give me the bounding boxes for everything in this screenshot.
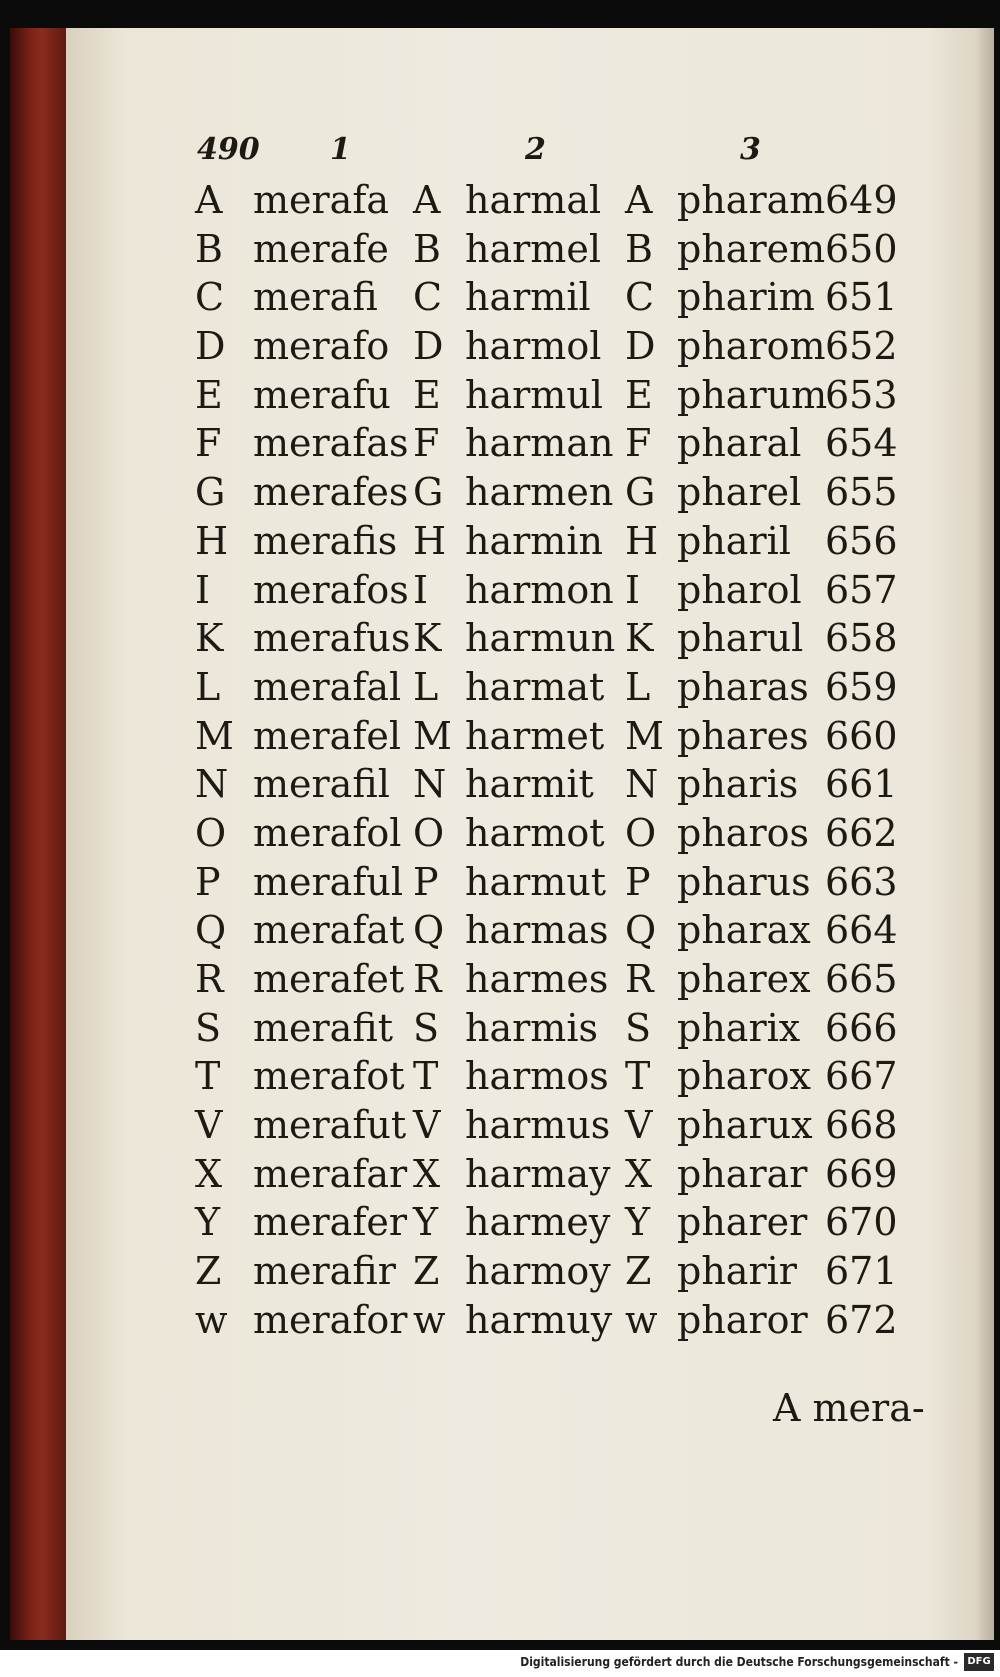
word-col-3: pharir: [677, 1249, 797, 1294]
word-col-2: harmut: [465, 859, 607, 904]
letter-col-3: Y: [625, 1200, 651, 1245]
table-row: [195, 906, 965, 955]
word-col-2: harmuy: [465, 1297, 613, 1342]
letter-col-1: M: [195, 713, 234, 758]
letter-col-2: B: [413, 226, 441, 271]
letter-col-2: M: [413, 713, 452, 758]
number-col: 667: [825, 1054, 898, 1099]
letter-col-1: Z: [195, 1249, 222, 1294]
number-col: 656: [825, 518, 898, 563]
word-col-3: pharel: [677, 470, 802, 515]
word-col-1: merafes: [253, 470, 409, 515]
letter-col-3: S: [625, 1005, 652, 1050]
table-row: [195, 955, 965, 1004]
letter-col-1: G: [195, 470, 226, 515]
word-col-1: merafet: [253, 957, 405, 1001]
number-col: 649: [825, 178, 898, 222]
letter-col-1: B: [195, 226, 223, 271]
word-col-1: merafi: [253, 275, 378, 320]
word-col-2: harmot: [465, 810, 605, 855]
letter-col-3: L: [625, 664, 651, 709]
letter-col-1: H: [195, 518, 229, 563]
table-row: [195, 809, 965, 858]
word-col-2: harmat: [465, 664, 605, 709]
letter-col-3: M: [625, 713, 664, 758]
letter-col-3: B: [625, 226, 653, 271]
word-col-1: merafar: [253, 1151, 408, 1196]
word-col-2: harmos: [465, 1054, 609, 1099]
number-col: 668: [825, 1103, 898, 1148]
word-col-1: merafos: [253, 567, 409, 612]
word-col-3: pharem: [677, 226, 826, 271]
letter-col-1: D: [195, 324, 226, 369]
word-col-1: merafut: [253, 1103, 407, 1148]
page-number: 490: [197, 132, 260, 167]
header-row: [195, 132, 965, 176]
word-col-1: merafil: [253, 762, 390, 807]
letter-col-3: R: [625, 957, 654, 1001]
letter-col-2: R: [413, 957, 442, 1001]
word-col-3: pharus: [677, 859, 811, 904]
word-col-2: harmol: [465, 324, 602, 369]
number-col: 665: [825, 957, 898, 1001]
number-col: 663: [825, 859, 898, 904]
word-col-2: harmal: [465, 178, 602, 222]
word-col-2: harmis: [465, 1005, 598, 1050]
letter-col-1: A: [195, 178, 223, 222]
column-header-3: 3: [740, 132, 761, 167]
footer-credit: Digitalisierung gefördert durch die Deutsche Forschungsgemeinschaft -: [520, 1655, 958, 1669]
letter-col-3: P: [625, 859, 651, 904]
letter-col-2: G: [413, 470, 444, 515]
word-col-2: harmen: [465, 470, 614, 515]
table-row: [195, 322, 965, 371]
letter-col-3: X: [625, 1151, 653, 1196]
letter-col-2: K: [413, 616, 442, 661]
word-col-3: pharol: [677, 567, 802, 612]
letter-col-3: A: [625, 178, 653, 222]
word-col-2: harmon: [465, 567, 614, 612]
word-col-3: pharex: [677, 957, 811, 1001]
word-col-3: pharis: [677, 762, 799, 807]
word-col-1: meraful: [253, 859, 404, 904]
number-col: 651: [825, 275, 898, 320]
word-col-2: harmel: [465, 226, 601, 271]
letter-col-2: C: [413, 275, 443, 320]
letter-col-1: O: [195, 810, 227, 855]
letter-col-1: Q: [195, 908, 227, 953]
number-col: 654: [825, 421, 898, 466]
table-row: [195, 1296, 965, 1345]
letter-col-3: E: [625, 372, 653, 417]
letter-col-3: K: [625, 616, 654, 661]
word-col-1: merafit: [253, 1005, 393, 1050]
number-col: 650: [825, 226, 898, 271]
word-col-1: merafol: [253, 810, 402, 855]
letter-col-1: N: [195, 762, 229, 807]
word-col-1: merafir: [253, 1249, 396, 1294]
number-col: 672: [825, 1297, 898, 1342]
book-spine: [10, 28, 68, 1640]
number-col: 653: [825, 372, 898, 417]
letter-col-3: H: [625, 518, 659, 563]
word-col-3: pharil: [677, 518, 791, 563]
letter-col-1: S: [195, 1005, 222, 1050]
word-col-3: pharul: [677, 616, 804, 661]
word-col-3: pharim: [677, 275, 815, 320]
word-col-3: pharix: [677, 1005, 801, 1050]
letter-col-1: P: [195, 859, 221, 904]
table-row: [195, 1150, 965, 1199]
letter-col-3: I: [625, 567, 641, 612]
word-col-2: harmay: [465, 1151, 611, 1196]
table-row: [195, 273, 965, 322]
word-col-3: pharal: [677, 421, 802, 466]
number-col: 671: [825, 1249, 898, 1294]
table-row: [195, 1247, 965, 1296]
word-col-2: harmey: [465, 1200, 611, 1245]
number-col: 661: [825, 762, 898, 807]
table-row: [195, 712, 965, 761]
number-col: 659: [825, 664, 898, 709]
number-col: 662: [825, 810, 898, 855]
letter-col-2: Z: [413, 1249, 440, 1294]
word-col-1: merafor: [253, 1297, 408, 1342]
table-row: [195, 468, 965, 517]
word-col-3: pharum: [677, 372, 828, 417]
word-col-1: merafo: [253, 324, 390, 369]
word-col-3: pharom: [677, 324, 826, 369]
word-col-3: pharux: [677, 1103, 813, 1148]
word-col-2: harmes: [465, 957, 609, 1001]
word-col-2: harmun: [465, 616, 616, 661]
word-col-3: phares: [677, 713, 809, 758]
table-row: [195, 858, 965, 907]
letter-col-2: S: [413, 1005, 440, 1050]
letter-col-3: Z: [625, 1249, 652, 1294]
word-col-1: merafis: [253, 518, 398, 563]
letter-col-3: D: [625, 324, 656, 369]
letter-col-1: w: [195, 1297, 228, 1342]
word-col-2: harman: [465, 421, 614, 466]
number-col: 657: [825, 567, 898, 612]
word-col-2: harmil: [465, 275, 591, 320]
word-col-2: harmit: [465, 762, 594, 807]
number-col: 664: [825, 908, 898, 953]
word-col-3: pharam: [677, 178, 826, 222]
letter-col-2: T: [413, 1054, 439, 1099]
dfg-logo: DFG: [964, 1653, 994, 1671]
word-col-1: merafot: [253, 1054, 405, 1099]
table-row: [195, 176, 965, 225]
letter-col-2: P: [413, 859, 439, 904]
word-col-1: merafel: [253, 713, 402, 758]
word-col-2: harmoy: [465, 1249, 611, 1294]
letter-col-1: L: [195, 664, 221, 709]
word-col-3: pharax: [677, 908, 811, 953]
word-col-1: merafas: [253, 421, 409, 466]
word-col-2: harmus: [465, 1103, 611, 1148]
word-col-2: harmul: [465, 372, 603, 417]
number-col: 666: [825, 1005, 898, 1050]
word-col-3: pharas: [677, 664, 809, 709]
number-col: 669: [825, 1151, 898, 1196]
letter-col-2: V: [413, 1103, 441, 1148]
number-col: 660: [825, 713, 898, 758]
letter-col-1: F: [195, 421, 222, 466]
letter-col-3: G: [625, 470, 656, 515]
column-header-2: 2: [525, 132, 546, 167]
cipher-table: [195, 132, 965, 1345]
word-col-1: merafe: [253, 226, 389, 271]
letter-col-1: V: [195, 1103, 223, 1148]
letter-col-2: E: [413, 372, 441, 417]
letter-col-1: T: [195, 1054, 221, 1099]
letter-col-2: D: [413, 324, 444, 369]
letter-col-2: O: [413, 810, 445, 855]
letter-col-3: O: [625, 810, 657, 855]
letter-col-1: Y: [195, 1200, 221, 1245]
word-col-3: pharer: [677, 1200, 808, 1245]
letter-col-2: N: [413, 762, 447, 807]
letter-col-3: w: [625, 1297, 658, 1342]
letter-col-1: K: [195, 616, 224, 661]
catchword: A mera-: [773, 1386, 925, 1430]
letter-col-3: N: [625, 762, 659, 807]
letter-col-3: T: [625, 1054, 651, 1099]
word-col-3: pharox: [677, 1054, 811, 1099]
word-col-1: merafal: [253, 664, 402, 709]
number-col: 658: [825, 616, 898, 661]
letter-col-2: Q: [413, 908, 445, 953]
table-row: [195, 419, 965, 468]
table-row: [195, 225, 965, 274]
word-col-1: merafu: [253, 372, 391, 417]
table-row: [195, 1004, 965, 1053]
letter-col-1: R: [195, 957, 224, 1001]
letter-col-3: C: [625, 275, 655, 320]
table-row: [195, 1101, 965, 1150]
table-rows: [195, 176, 965, 1345]
letter-col-2: A: [413, 178, 441, 222]
number-col: 670: [825, 1200, 898, 1245]
word-col-1: merafat: [253, 908, 405, 953]
letter-col-3: Q: [625, 908, 657, 953]
column-header-1: 1: [330, 132, 351, 167]
table-row: [195, 1198, 965, 1247]
table-row: [195, 517, 965, 566]
letter-col-2: Y: [413, 1200, 439, 1245]
letter-col-3: F: [625, 421, 652, 466]
letter-col-2: w: [413, 1297, 446, 1342]
word-col-2: harmas: [465, 908, 609, 953]
table-row: [195, 760, 965, 809]
word-col-3: pharar: [677, 1151, 808, 1196]
table-row: [195, 1052, 965, 1101]
word-col-1: merafa: [253, 178, 390, 222]
word-col-2: harmin: [465, 518, 603, 563]
word-col-3: pharor: [677, 1297, 808, 1342]
word-col-1: merafus: [253, 616, 411, 661]
number-col: 655: [825, 470, 898, 515]
word-col-2: harmet: [465, 713, 605, 758]
word-col-1: merafer: [253, 1200, 408, 1245]
letter-col-2: X: [413, 1151, 441, 1196]
word-col-3: pharos: [677, 810, 809, 855]
letter-col-1: I: [195, 567, 211, 612]
table-row: [195, 371, 965, 420]
table-row: [195, 614, 965, 663]
letter-col-1: C: [195, 275, 225, 320]
letter-col-2: I: [413, 567, 429, 612]
number-col: 652: [825, 324, 898, 369]
letter-col-1: E: [195, 372, 223, 417]
page-edge-shadow: [976, 28, 994, 1640]
letter-col-2: L: [413, 664, 439, 709]
letter-col-2: H: [413, 518, 447, 563]
letter-col-3: V: [625, 1103, 653, 1148]
table-row: [195, 663, 965, 712]
footer-bar: [0, 1650, 1000, 1677]
letter-col-2: F: [413, 421, 440, 466]
table-row: [195, 566, 965, 615]
letter-col-1: X: [195, 1151, 223, 1196]
